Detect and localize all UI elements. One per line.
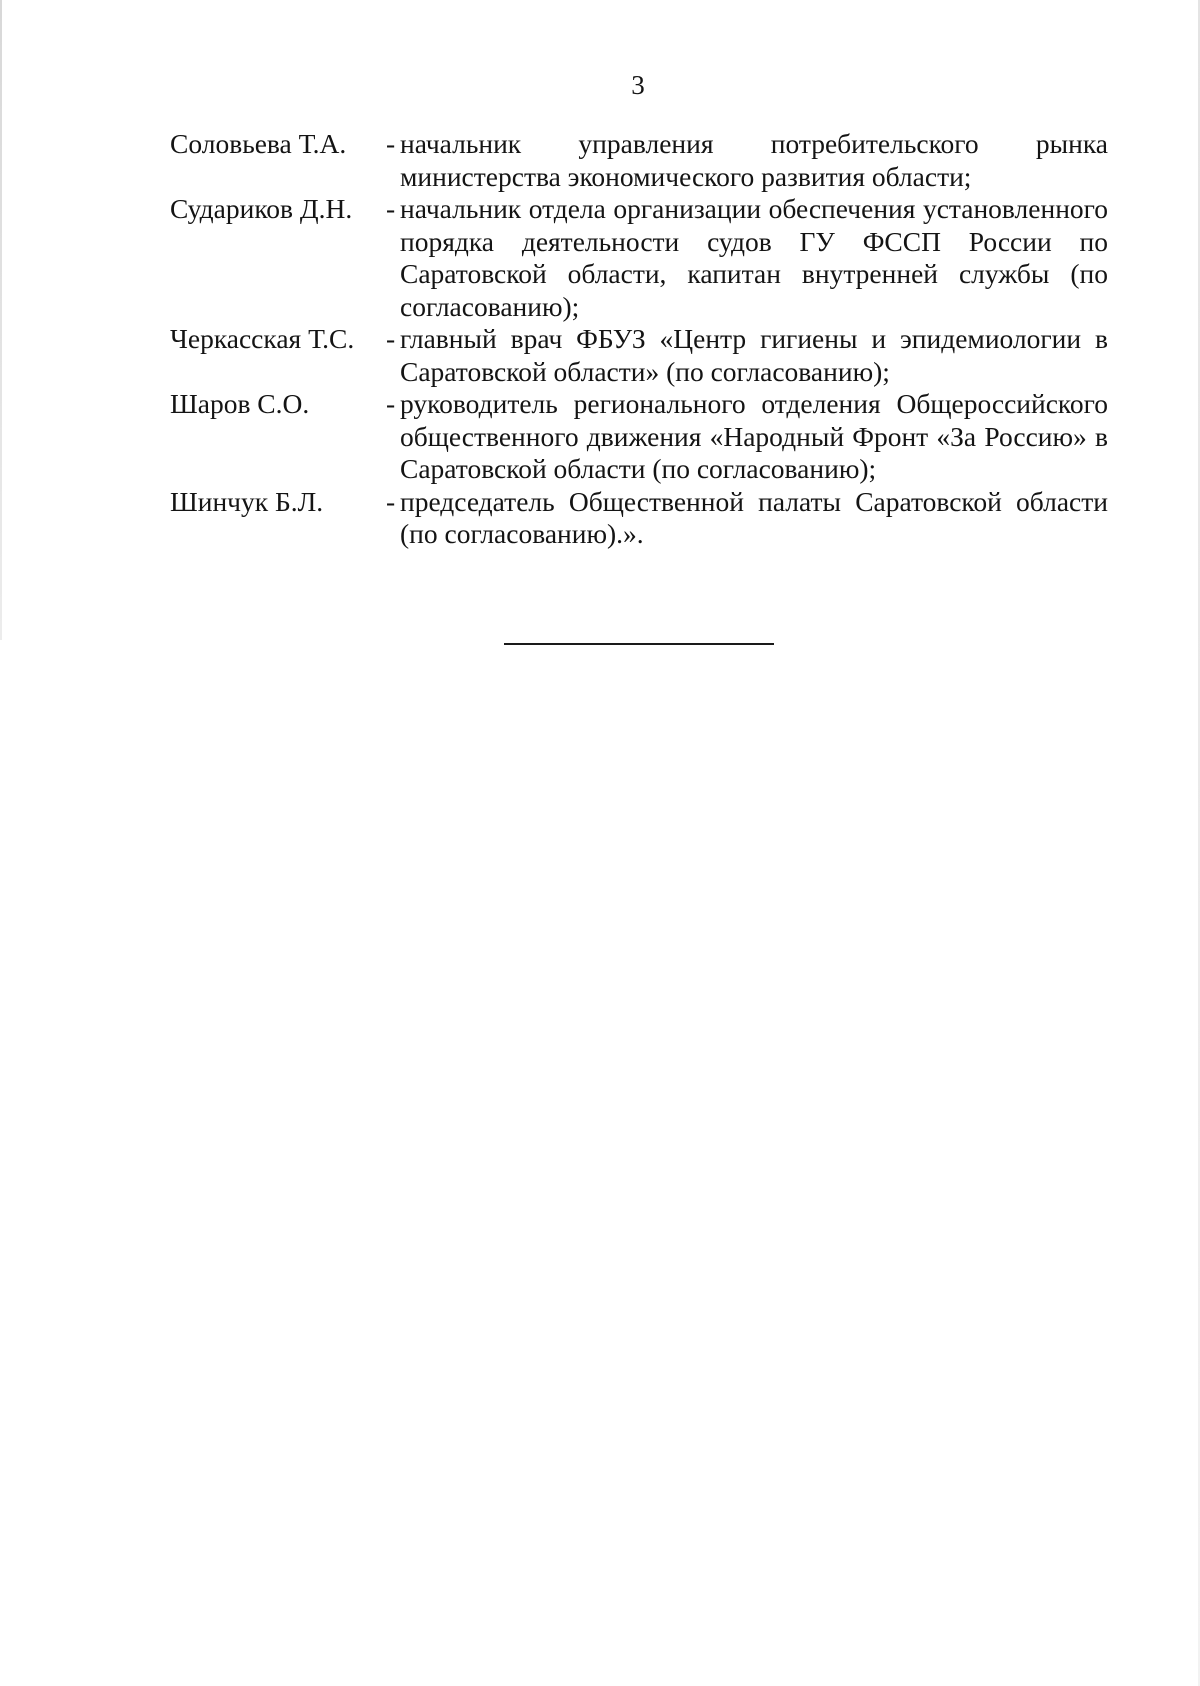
- member-role: начальник отдела организации обеспечения установленного порядка деятельности судов ГУ ФССП России по Саратовской области, капитан внутренней службы (по согласованию);: [400, 193, 1108, 322]
- member-role: председатель Общественной палаты Саратовской области (по согласованию).».: [400, 485, 1108, 549]
- member-name: Шинчук Б.Л.: [170, 485, 324, 517]
- dash-separator: -: [386, 485, 396, 517]
- member-name: Шаров С.О.: [170, 388, 310, 419]
- member-entry: [170, 128, 1108, 193]
- dash-separator: -: [386, 128, 396, 159]
- member-role: начальник управления потребительского рынка министерства экономического развития области;: [400, 128, 1108, 192]
- member-role: руководитель регионального отделения Общероссийского общественного движения «Народный Фронт «За Россию» в Саратовской области (по согласованию);: [400, 388, 1108, 484]
- member-name: Судариков Д.Н.: [170, 193, 353, 224]
- member-entry: [170, 486, 1108, 551]
- dash-separator: -: [386, 323, 396, 354]
- dash-separator: -: [386, 388, 396, 419]
- member-list: [170, 128, 1108, 551]
- member-entry: [170, 388, 1108, 486]
- member-role: главный врач ФБУЗ «Центр гигиены и эпидемиологии в Саратовской области» (по согласованию);: [400, 323, 1108, 387]
- page-number: 3: [631, 70, 645, 100]
- member-entry: [170, 193, 1108, 323]
- dash-separator: -: [386, 193, 396, 224]
- end-of-list-rule: [504, 643, 774, 645]
- member-name: Соловьева Т.А.: [170, 128, 347, 159]
- member-name: Черкасская Т.С.: [170, 323, 355, 354]
- member-entry: [170, 323, 1108, 388]
